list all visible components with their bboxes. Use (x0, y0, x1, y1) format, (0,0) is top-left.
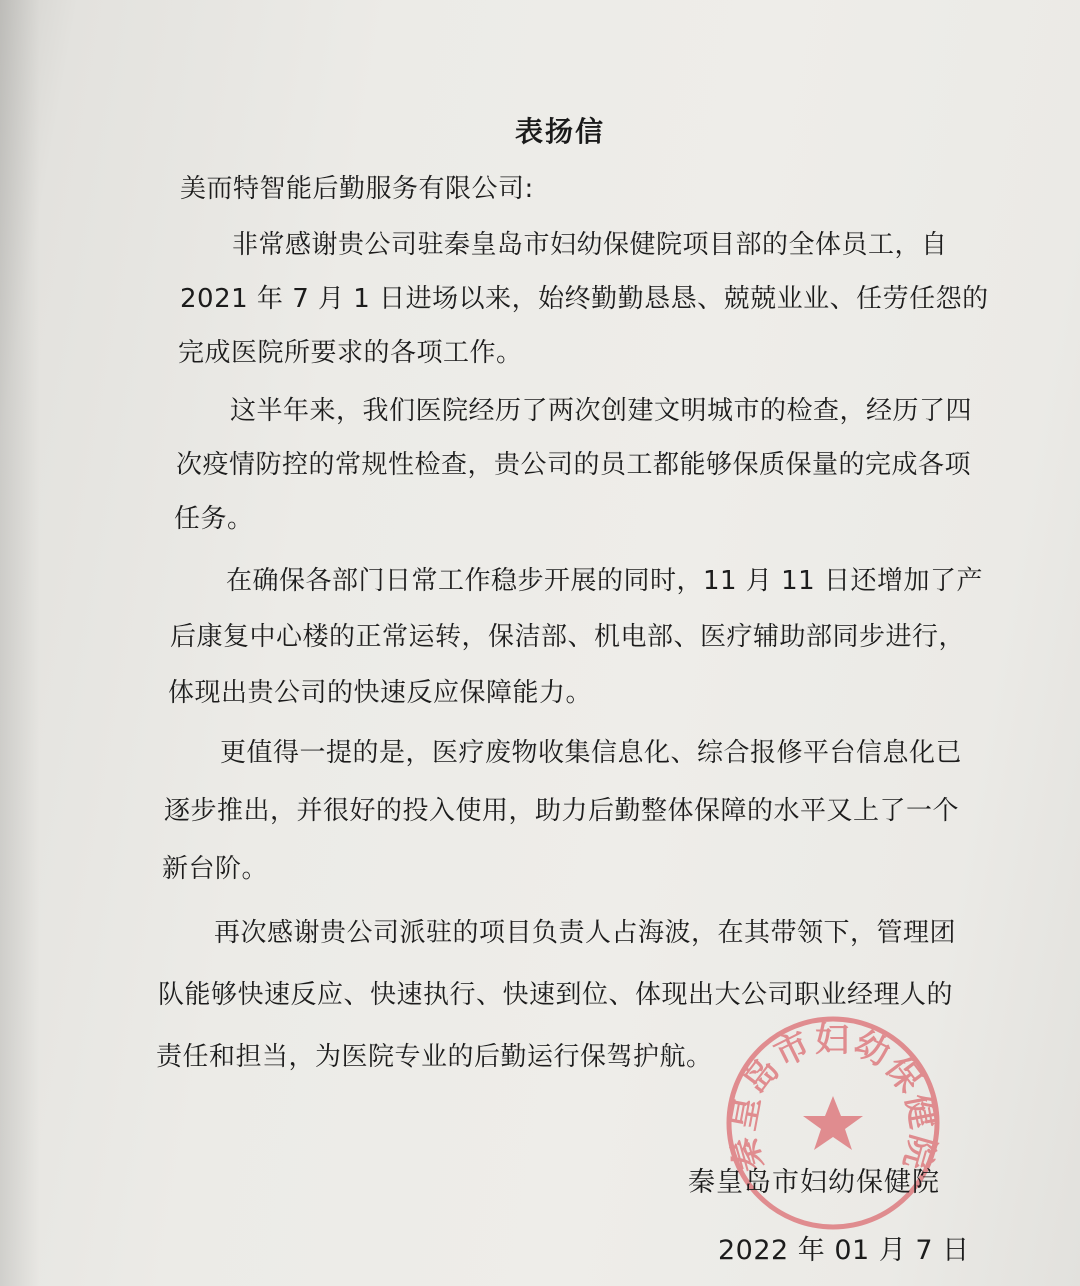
body-line: 更值得一提的是，医疗废物收集信息化、综合报修平台信息化已 (220, 738, 963, 768)
letter-title: 表扬信 (514, 115, 605, 148)
body-line: 新台阶。 (162, 854, 269, 884)
seal-text: 秦皇岛市妇幼保健院 (722, 1019, 944, 1177)
body-line: 逐步推出，并很好的投入使用，助力后勤整体保障的水平又上了一个 (164, 796, 960, 826)
page-fold-shadow (0, 0, 40, 1286)
body-line: 2021 年 7 月 1 日进场以来，始终勤勤恳恳、兢兢业业、任劳任怨的 (180, 284, 989, 314)
signature-organization: 秦皇岛市妇幼保健院 (688, 1167, 940, 1198)
body-line: 次疫情防控的常规性检查，贵公司的员工都能够保质保量的完成各项 (176, 450, 972, 480)
salutation: 美而特智能后勤服务有限公司: (180, 174, 534, 204)
body-line: 这半年来，我们医院经历了两次创建文明城市的检查，经历了四 (230, 396, 973, 426)
body-line: 责任和担当，为医院专业的后勤运行保驾护航。 (156, 1042, 713, 1072)
body-line: 完成医院所要求的各项工作。 (178, 338, 523, 368)
body-line: 任务。 (174, 504, 254, 534)
signature-date: 2022 年 01 月 7 日 (718, 1235, 970, 1266)
body-line: 队能够快速反应、快速执行、快速到位、体现出大公司职业经理人的 (158, 980, 954, 1010)
body-line: 体现出贵公司的快速反应保障能力。 (168, 678, 593, 708)
body-line: 后康复中心楼的正常运转，保洁部、机电部、医疗辅助部同步进行， (170, 622, 966, 652)
body-line: 非常感谢贵公司驻秦皇岛市妇幼保健院项目部的全体员工，自 (232, 230, 948, 260)
body-line: 再次感谢贵公司派驻的项目负责人占海波，在其带领下，管理团 (214, 918, 957, 948)
official-seal (722, 1012, 944, 1234)
seal-star-icon (803, 1096, 863, 1150)
body-line: 在确保各部门日常工作稳步开展的同时，11 月 11 日还增加了产 (226, 566, 983, 596)
